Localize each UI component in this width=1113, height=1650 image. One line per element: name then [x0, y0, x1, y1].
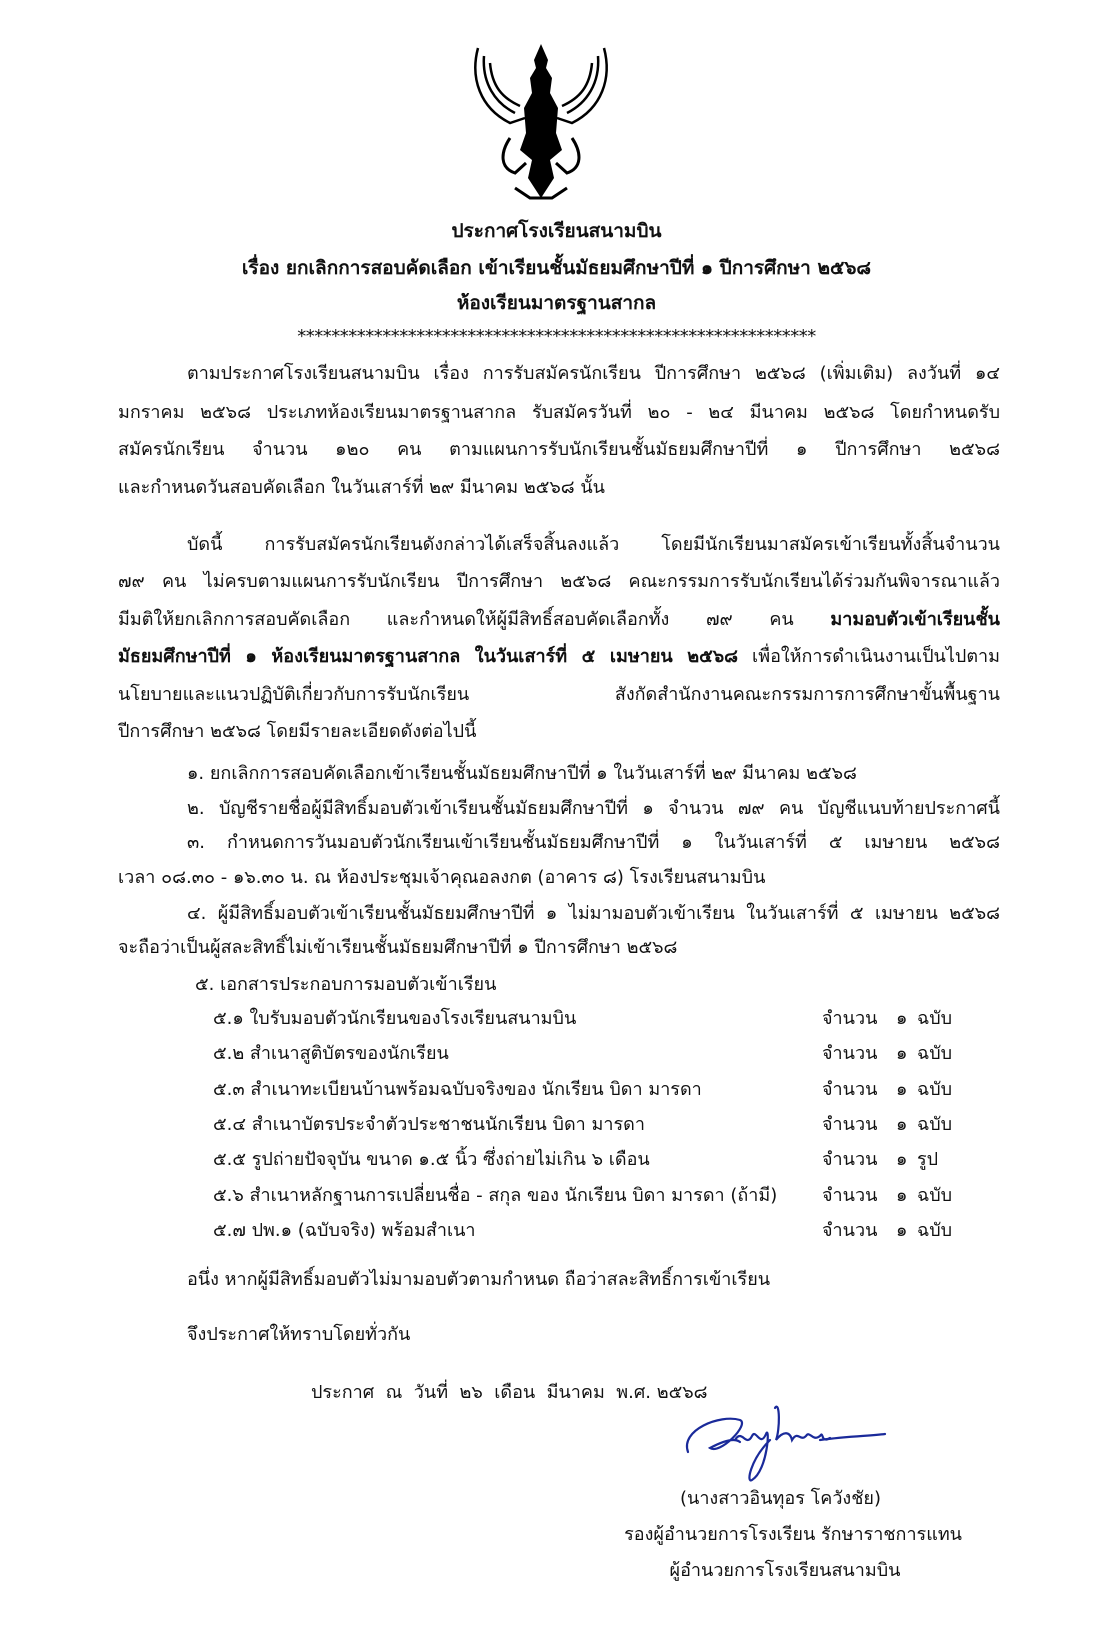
quantity-value: ๑ — [896, 1114, 908, 1135]
para1-line: มกราคม ๒๕๖๘ ประเภทห้องเรียนมาตรฐานสากล รับสมัครวันที่ ๒๐ - ๒๔ มีนาคม ๒๕๖๘ โดยกำหนดรับ — [118, 402, 1000, 423]
para2-bold-text: มามอบตัวเข้าเรียนชั้น — [830, 609, 1000, 630]
quantity-label: จำนวน — [822, 1043, 878, 1064]
para2-line — [118, 644, 1000, 670]
para2-line: ปีการศึกษา ๒๕๖๘ โดยมีรายละเอียดดังต่อไปนี้ — [118, 721, 477, 742]
quantity-label: จำนวน — [822, 1079, 878, 1100]
quantity-label: จำนวน — [822, 1114, 878, 1135]
signatory-position: ผู้อำนวยการโรงเรียนสนามบิน — [669, 1560, 901, 1581]
list-item: ๒. บัญชีรายชื่อผู้มีสิทธิ์มอบตัวเข้าเรียนชั้นมัธยมศึกษาปีที่ ๑ จำนวน ๗๙ คน บัญชีแนบท้ายประกาศนี้ — [187, 798, 1000, 819]
para2-bold-text: มัธยมศึกษาปีที่ ๑ ห้องเรียนมาตรฐานสากล ในวันเสาร์ที่ ๕ เมษายน ๒๕๖๘ — [118, 646, 739, 667]
list-item: ๓. กำหนดการวันมอบตัวนักเรียนเข้าเรียนชั้นมัธยมศึกษาปีที่ ๑ ในวันเสาร์ที่ ๕ เมษายน ๒๕๖๘ — [187, 832, 1000, 853]
quantity-value: ๑ — [896, 1185, 908, 1206]
para2-text: มีมติให้ยกเลิกการสอบคัดเลือก และกำหนดให้ผู้มีสิทธิ์สอบคัดเลือกทั้ง ๗๙ คน — [118, 609, 831, 630]
signature — [680, 1400, 890, 1490]
document-name: ๕.๔ สำเนาบัตรประจำตัวประชาชนนักเรียน บิดา มารดา — [213, 1114, 645, 1135]
signatory-position: รองผู้อำนวยการโรงเรียน รักษาราชการแทน — [624, 1524, 962, 1545]
quantity-unit: รูป — [917, 1149, 939, 1170]
quantity-unit: ฉบับ — [917, 1220, 953, 1241]
quantity-label: จำนวน — [822, 1008, 878, 1029]
quantity-label: จำนวน — [822, 1220, 878, 1241]
quantity-unit: ฉบับ — [917, 1043, 953, 1064]
list-item: ๕. เอกสารประกอบการมอบตัวเข้าเรียน — [195, 974, 497, 995]
quantity-label: จำนวน — [822, 1149, 878, 1170]
quantity-value: ๑ — [896, 1008, 908, 1029]
note: อนึ่ง หากผู้มีสิทธิ์มอบตัวไม่มามอบตัวตามกำหนด ถือว่าสละสิทธิ์การเข้าเรียน — [187, 1269, 771, 1290]
para1-line: สมัครนักเรียน จำนวน ๑๒๐ คน ตามแผนการรับนักเรียนชั้นมัธยมศึกษาปีที่ ๑ ปีการศึกษา ๒๕๖๘ — [118, 439, 1000, 460]
quantity-label: จำนวน — [822, 1185, 878, 1206]
announcement-subject: เรื่อง ยกเลิกการสอบคัดเลือก เข้าเรียนชั้นมัธยมศึกษาปีที่ ๑ ปีการศึกษา ๒๕๖๘ — [241, 257, 872, 279]
para2-line: ๗๙ คน ไม่ครบตามแผนการรับนักเรียน ปีการศึกษา ๒๕๖๘ คณะกรรมการรับนักเรียนได้ร่วมกันพิจารณาแล้ว — [118, 571, 1000, 592]
garuda-emblem — [470, 38, 612, 206]
closing: จึงประกาศให้ทราบโดยทั่วกัน — [187, 1324, 411, 1345]
quantity-value: ๑ — [896, 1079, 908, 1100]
quantity-unit: ฉบับ — [917, 1079, 953, 1100]
list-item-continued: จะถือว่าเป็นผู้สละสิทธิ์ไม่เข้าเรียนชั้นมัธยมศึกษาปีที่ ๑ ปีการศึกษา ๒๕๖๘ — [118, 937, 678, 958]
para1-line: และกำหนดวันสอบคัดเลือก ในวันเสาร์ที่ ๒๙ มีนาคม ๒๕๖๘ นั้น — [118, 477, 605, 498]
list-item-continued: เวลา ๐๘.๓๐ - ๑๖.๓๐ น. ณ ห้องประชุมเจ้าคุณอลงกต (อาคาร ๘) โรงเรียนสนามบิน — [118, 867, 766, 888]
document-name: ๕.๓ สำเนาทะเบียนบ้านพร้อมฉบับจริงของ นักเรียน บิดา มารดา — [213, 1079, 702, 1100]
para2-line: นโยบายและแนวปฏิบัติเกี่ยวกับการรับนักเรียน สังกัดสำนักงานคณะกรรมการการศึกษาขั้นพื้นฐาน — [118, 684, 1000, 705]
para2-line — [118, 607, 1000, 633]
list-item: ๑. ยกเลิกการสอบคัดเลือกเข้าเรียนชั้นมัธยมศึกษาปีที่ ๑ ในวันเสาร์ที่ ๒๙ มีนาคม ๒๕๖๘ — [187, 763, 857, 784]
para1-line: ตามประกาศโรงเรียนสนามบิน เรื่อง การรับสมัครนักเรียน ปีการศึกษา ๒๕๖๘ (เพิ่มเติม) ลงวันที่ ๑๔ — [187, 363, 1000, 384]
separator: ************************************************************* — [297, 326, 816, 347]
quantity-unit: ฉบับ — [917, 1008, 953, 1029]
document-name: ๕.๑ ใบรับมอบตัวนักเรียนของโรงเรียนสนามบิน — [213, 1008, 577, 1029]
quantity-value: ๑ — [896, 1220, 908, 1241]
signatory-name: (นางสาวอินทุอร โควังชัย) — [680, 1488, 881, 1509]
para2-line: บัดนี้ การรับสมัครนักเรียนดังกล่าวได้เสร็จสิ้นลงแล้ว โดยมีนักเรียนมาสมัครเข้าเรียนทั้งสิ้นจำนวน — [187, 534, 1000, 555]
quantity-unit: ฉบับ — [917, 1185, 953, 1206]
quantity-value: ๑ — [896, 1043, 908, 1064]
para2-text: เพื่อให้การดำเนินงานเป็นไปตาม — [738, 646, 1000, 667]
list-item: ๔. ผู้มีสิทธิ์มอบตัวเข้าเรียนชั้นมัธยมศึกษาปีที่ ๑ ไม่มามอบตัวเข้าเรียน ในวันเสาร์ที่ ๕ เมษายน ๒๕๖๘ — [187, 903, 1000, 924]
date-line: ประกาศ ณ วันที่ ๒๖ เดือน มีนาคม พ.ศ. ๒๕๖๘ — [311, 1382, 708, 1403]
document-name: ๕.๗ ปพ.๑ (ฉบับจริง) พร้อมสำเนา — [213, 1220, 476, 1241]
quantity-value: ๑ — [896, 1149, 908, 1170]
document-name: ๕.๖ สำเนาหลักฐานการเปลี่ยนชื่อ - สกุล ของ นักเรียน บิดา มารดา (ถ้ามี) — [213, 1185, 778, 1206]
document-name: ๕.๕ รูปถ่ายปัจจุบัน ขนาด ๑.๕ นิ้ว ซึ่งถ่ายไม่เกิน ๖ เดือน — [213, 1149, 650, 1170]
quantity-unit: ฉบับ — [917, 1114, 953, 1135]
announcement-subtitle: ห้องเรียนมาตรฐานสากล — [456, 292, 657, 314]
announcement-title: ประกาศโรงเรียนสนามบิน — [451, 220, 662, 242]
document-name: ๕.๒ สำเนาสูติบัตรของนักเรียน — [213, 1043, 449, 1064]
